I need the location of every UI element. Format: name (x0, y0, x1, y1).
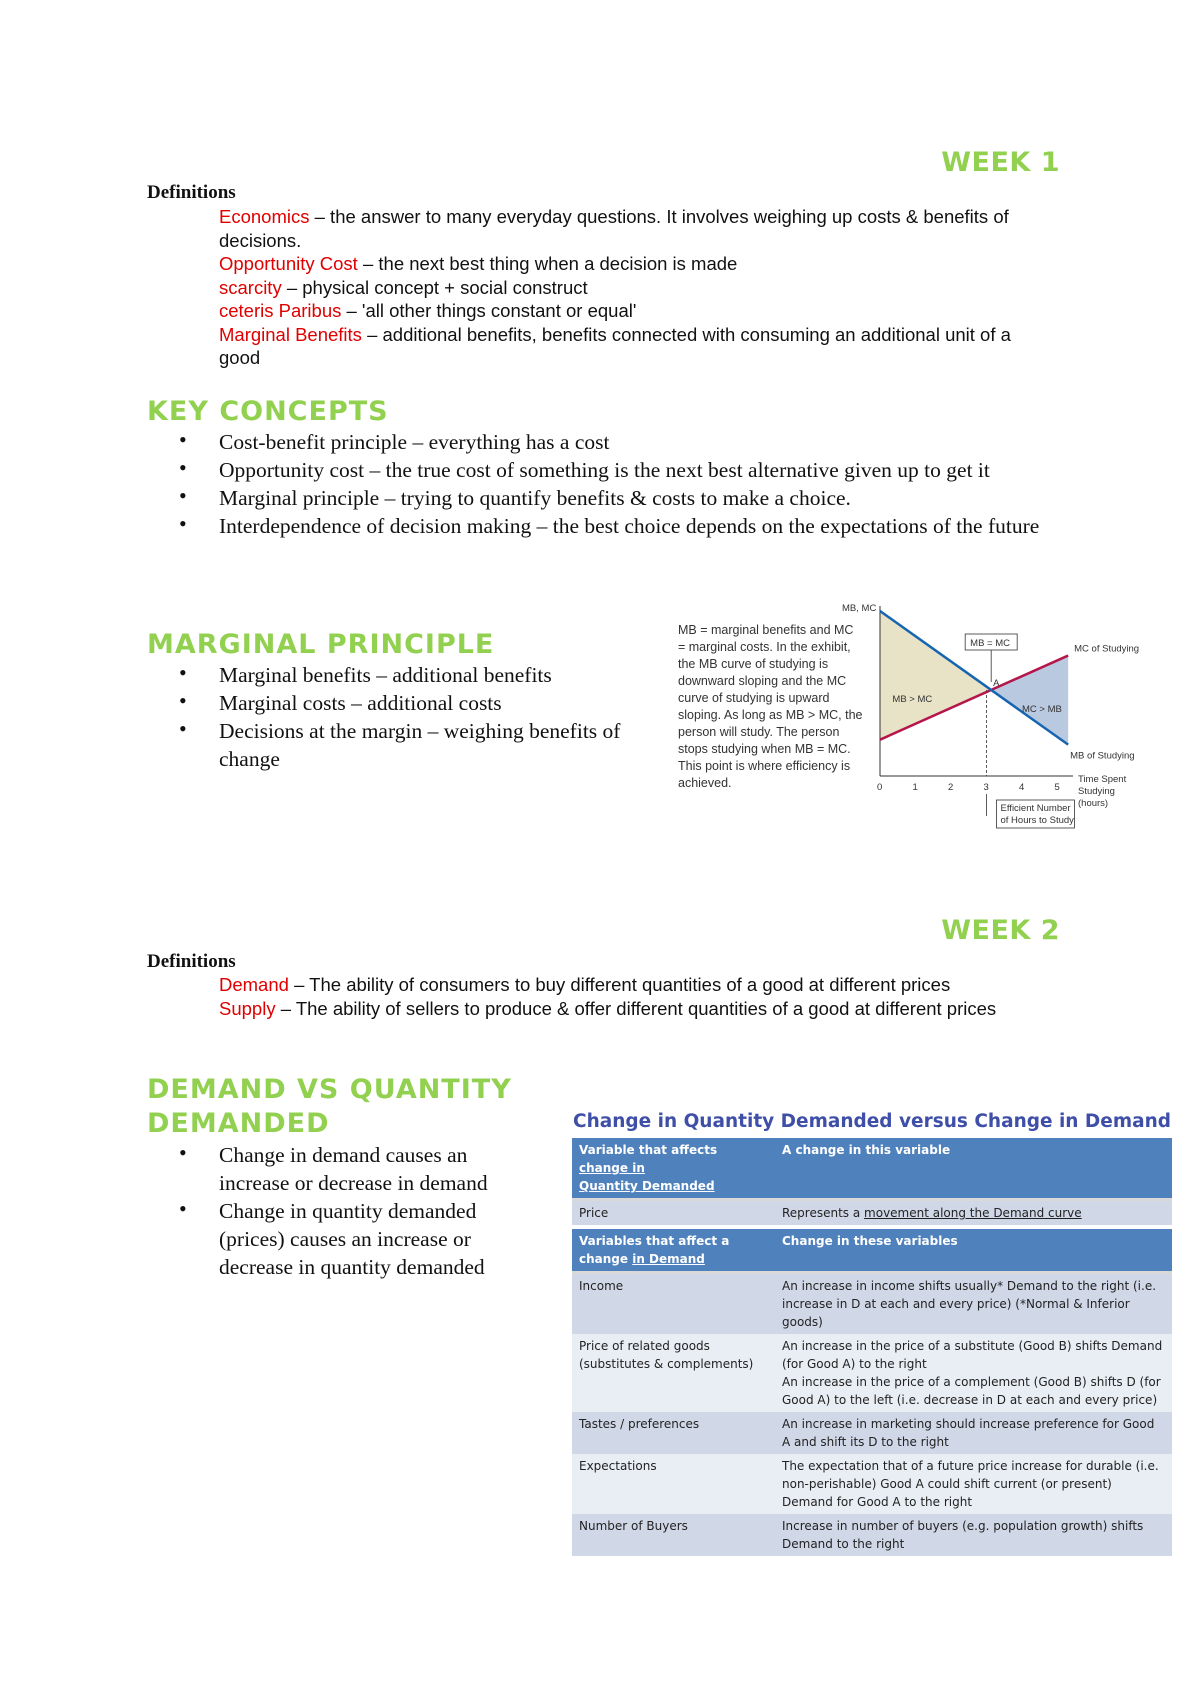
table-row (572, 1273, 1172, 1335)
header-text: change in (579, 1161, 645, 1175)
mb-equals-mc-label: MB = MC (970, 638, 1011, 649)
x-axis-label: Studying (1078, 786, 1115, 797)
x-tick-label: 0 (877, 782, 883, 793)
heading-line: DEMANDED (147, 1108, 330, 1139)
table-row (572, 1412, 1172, 1454)
mb-greater-region (880, 611, 991, 740)
x-tick-label: 5 (1054, 782, 1060, 793)
definition-term: Economics (219, 206, 310, 227)
x-tick-label: 3 (983, 782, 989, 793)
cell-text: An increase in the price of a substitute (Good B) shifts Demand (for Good A) to the right (782, 1339, 1163, 1371)
table-cell: Increase in number of buyers (e.g. population growth) shifts Demand to the right (775, 1514, 1172, 1556)
week2-heading: WEEK 2 (941, 915, 1060, 946)
list-item: • Decisions at the margin – weighing benefits of change (147, 717, 657, 773)
header-cell: Change in these variables (775, 1229, 1172, 1273)
table-cell: Price of related goods (substitutes & complements) (572, 1334, 775, 1412)
table-header-row (572, 1229, 1172, 1273)
marginal-chart-caption: MB = marginal benefits and MC = marginal costs. In the exhibit, the MB curve of studying is downward sloping and the MC curve of studying is upward sloping. As long as MB > MC, the person will study. The person stops studying when MB = MC. This point is where efficiency is achieved. (678, 623, 863, 790)
definition-text: – The ability of sellers to produce & offer different quantities of a good at different prices (275, 997, 997, 1019)
mc-greater-region (991, 656, 1068, 745)
heading-line: DEMAND VS QUANTITY (147, 1074, 512, 1105)
x-axis-label: Time Spent (1078, 774, 1127, 785)
x-axis-label: (hours) (1078, 798, 1109, 809)
marginal-chart (842, 598, 1170, 840)
header-text: Variables that affect a change (579, 1234, 730, 1266)
definition-marginal-benefits (219, 323, 1054, 370)
week1-definitions-heading: Definitions (147, 182, 236, 203)
header-cell (572, 1229, 775, 1273)
table-cell: Number of Buyers (572, 1514, 775, 1556)
definition-term: Supply (219, 997, 276, 1019)
definition-term: ceteris Paribus (219, 300, 342, 321)
table-cell (775, 1200, 1172, 1226)
header-cell: A change in this variable (775, 1138, 1172, 1200)
demand-table-title: Change in Quantity Demanded versus Change in Demand (573, 1111, 1171, 1132)
demand-table (572, 1138, 1172, 1556)
definition-economics (219, 205, 1054, 252)
week1-heading: WEEK 1 (941, 147, 1060, 178)
list-item: • Cost-benefit principle – everything has a cost (147, 428, 1057, 456)
list-item: • Change in quantity demanded (prices) causes an increase or decrease in quantity demanded (147, 1197, 537, 1281)
table-cell: An increase in marketing should increase preference for Good A and shift its D to the right (775, 1412, 1172, 1454)
list-item: • Change in demand causes an increase or decrease in demand (147, 1141, 537, 1197)
definition-ceteris-paribus (219, 299, 1054, 323)
table-row (572, 1200, 1172, 1226)
table-cell (775, 1334, 1172, 1412)
header-text: in Demand (632, 1252, 705, 1266)
table-cell: Price (572, 1200, 775, 1226)
definition-term: Demand (219, 974, 289, 995)
point-a-label: A (993, 677, 1000, 689)
table-header-row (572, 1138, 1172, 1200)
definition-text: – additional benefits, benefits connected with consuming an additional unit of a good (219, 323, 1011, 368)
efficient-hours-label: Efficient Number (1000, 803, 1071, 814)
definition-term: Marginal Benefits (219, 323, 362, 345)
marginal-chart-figure (678, 598, 1170, 840)
cell-text: movement along the Demand curve (864, 1206, 1082, 1220)
list-item: • Marginal benefits – additional benefits (147, 661, 657, 689)
demand-vs-quantity-heading (147, 1073, 512, 1141)
key-concepts-list (147, 428, 1057, 540)
x-ticks (877, 782, 1060, 793)
definition-term: Opportunity Cost (219, 253, 358, 274)
x-tick-label: 1 (912, 782, 918, 793)
list-item: • Interdependence of decision making – the best choice depends on the expectations of the future (147, 512, 1057, 540)
mb-greater-label: MB > MC (892, 693, 933, 705)
definition-term: scarcity (219, 276, 282, 298)
week2-definitions (219, 973, 1039, 1020)
key-concepts-heading: KEY CONCEPTS (147, 396, 389, 427)
mc-series-label: MC of Studying (1074, 643, 1140, 655)
table-cell: The expectation that of a future price increase for durable (i.e. non-perishable) Good A could shift current (or present) Demand for Good A to the right (775, 1454, 1172, 1514)
marginal-principle-list (147, 661, 657, 773)
week2-definitions-heading: Definitions (147, 951, 236, 972)
definition-text: – physical concept + social construct (281, 276, 588, 298)
definition-opportunity-cost (219, 252, 1054, 276)
y-axis-label: MB, MC (842, 603, 877, 614)
cell-text: An increase in the price of a complement (Good B) shifts D (for Good A) to the left (i.e. decrease in D at each and every price) (782, 1375, 1161, 1407)
table-row (572, 1514, 1172, 1556)
table-row (572, 1334, 1172, 1412)
definition-text: – the answer to many everyday questions. It involves weighing up costs & benefits of decisions. (219, 206, 1009, 251)
cell-text: Represents a (782, 1206, 865, 1220)
list-item: • Opportunity cost – the true cost of something is the next best alternative given up to get it (147, 456, 1057, 484)
x-tick-label: 2 (948, 782, 954, 793)
demand-vs-quantity-list (147, 1141, 537, 1281)
table-row (572, 1454, 1172, 1514)
x-tick-label: 4 (1019, 782, 1025, 793)
table-cell: Income (572, 1273, 775, 1335)
definition-text: – the next best thing when a decision is made (357, 253, 738, 274)
list-item: • Marginal costs – additional costs (147, 689, 657, 717)
header-text: Variable that affects (579, 1143, 718, 1157)
definition-scarcity (219, 276, 1054, 300)
definition-demand (219, 973, 1039, 997)
week1-definitions (219, 205, 1054, 370)
mb-series-label: MB of Studying (1070, 750, 1135, 762)
header-cell (572, 1138, 775, 1200)
mc-greater-label: MC > MB (1022, 703, 1062, 715)
efficient-hours-label: of Hours to Study (1000, 815, 1074, 826)
header-text: Quantity Demanded (579, 1179, 715, 1193)
definition-text: – The ability of consumers to buy different quantities of a good at different prices (288, 974, 951, 995)
definition-text: – 'all other things constant or equal' (341, 300, 637, 321)
list-item: • Marginal principle – trying to quantify benefits & costs to make a choice. (147, 484, 1057, 512)
table-cell: Tastes / preferences (572, 1412, 775, 1454)
definition-supply (219, 997, 1039, 1021)
table-cell: An increase in income shifts usually* Demand to the right (i.e. increase in D at each and every price) (*Normal & Inferior goods) (775, 1273, 1172, 1335)
table-cell: Expectations (572, 1454, 775, 1514)
marginal-principle-heading: MARGINAL PRINCIPLE (147, 629, 495, 660)
